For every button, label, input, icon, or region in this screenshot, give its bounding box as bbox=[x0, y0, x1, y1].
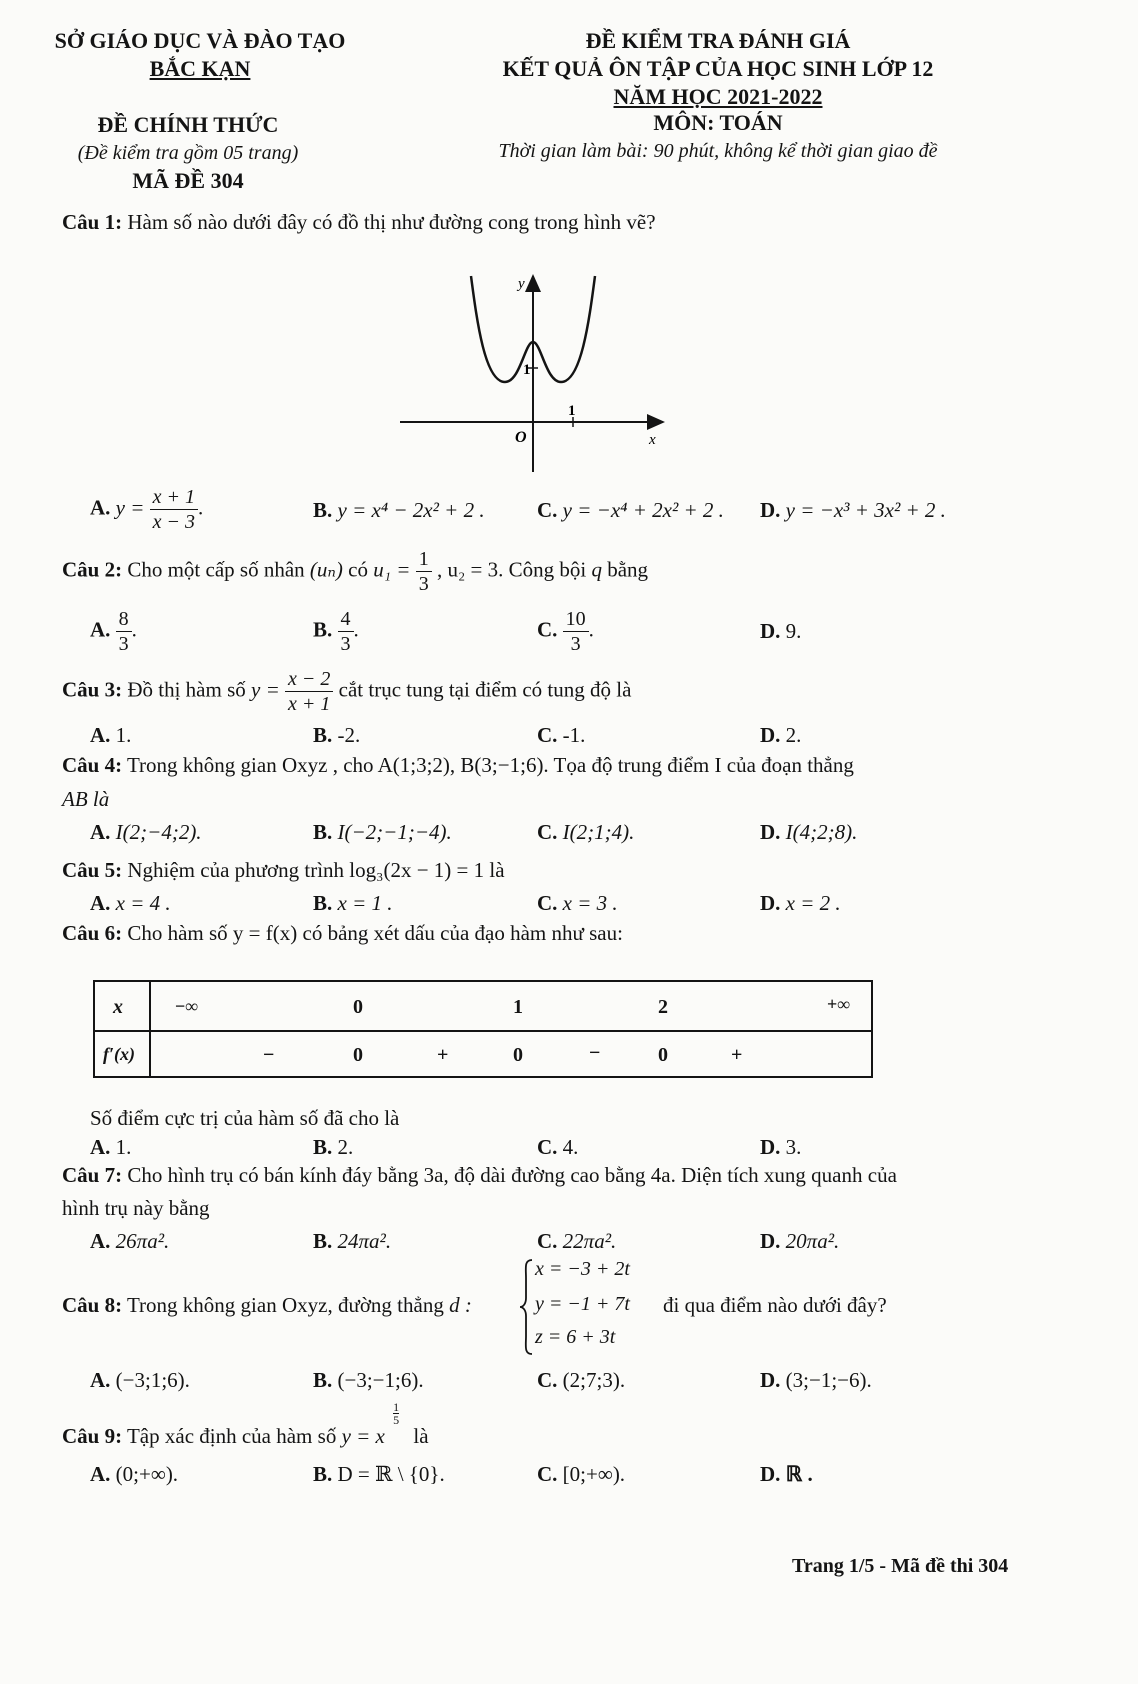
option-end: . bbox=[198, 495, 204, 520]
q3-option-b bbox=[313, 723, 360, 748]
q9-option-b bbox=[313, 1462, 445, 1487]
option-letter: D. bbox=[760, 820, 781, 844]
option-letter: D. bbox=[760, 619, 781, 643]
denominator: x − 3 bbox=[152, 511, 196, 533]
q6-option-d bbox=[760, 1135, 801, 1160]
option-letter: A. bbox=[90, 820, 111, 844]
option-letter: A. bbox=[90, 495, 111, 520]
line-name: d : bbox=[449, 1293, 472, 1317]
q4-option-d bbox=[760, 820, 857, 845]
x-axis-label: x bbox=[649, 432, 656, 448]
function: y = x bbox=[341, 1424, 385, 1448]
q9-option-a bbox=[90, 1462, 178, 1487]
q1-option-b bbox=[313, 498, 485, 523]
option-text: -2. bbox=[337, 723, 361, 747]
option-text: x = 2 . bbox=[785, 891, 841, 915]
x-pos-inf: +∞ bbox=[827, 994, 851, 1014]
option-letter: C. bbox=[537, 617, 558, 642]
page-footer: Trang 1/5 - Mã đề thi 304 bbox=[792, 1555, 1009, 1577]
q8-option-c bbox=[537, 1368, 625, 1393]
option-letter: A. bbox=[90, 1462, 111, 1486]
q6-option-b bbox=[313, 1135, 353, 1160]
numerator: x − 2 bbox=[285, 667, 333, 692]
q7-option-a bbox=[90, 1229, 169, 1254]
option-text: x = 4 . bbox=[115, 891, 171, 915]
sequence: (uₙ) bbox=[309, 557, 343, 582]
numerator: 8 bbox=[116, 607, 132, 632]
x-val-1: 1 bbox=[513, 996, 523, 1018]
option-letter: B. bbox=[313, 1229, 333, 1253]
question-text: Cho hàm số y = f(x) có bảng xét dấu của đạo hàm như sau: bbox=[127, 921, 623, 945]
question-label: Câu 5: bbox=[62, 858, 123, 882]
sign-2: + bbox=[437, 1044, 449, 1066]
denominator: 3 bbox=[118, 633, 129, 655]
q2-option-b: B. $\frac{4}{3}$ . bbox=[313, 608, 359, 655]
school-year: NĂM HỌC 2021-2022 bbox=[613, 84, 823, 109]
subject: MÔN: TOÁN bbox=[653, 110, 783, 135]
numerator: 4 bbox=[338, 607, 354, 632]
option-letter: C. bbox=[537, 723, 558, 747]
option-text: 1. bbox=[115, 1135, 132, 1159]
question-4 bbox=[62, 753, 854, 778]
option-letter: D. bbox=[760, 891, 781, 915]
zero-at-1: 0 bbox=[513, 1044, 523, 1066]
question-text: có bbox=[348, 557, 368, 582]
option-letter: A. bbox=[90, 891, 111, 915]
option-letter: D. bbox=[760, 723, 781, 747]
exam-title-2: KẾT QUẢ ÔN TẬP CỦA HỌC SINH LỚP 12 bbox=[502, 56, 934, 81]
option-letter: C. bbox=[537, 1368, 558, 1392]
option-text: 24πa². bbox=[337, 1229, 392, 1253]
denominator: 3 bbox=[418, 573, 429, 595]
question-label: Câu 6: bbox=[62, 921, 123, 945]
question-8-tail: đi qua điểm nào dưới đây? bbox=[663, 1293, 887, 1317]
option-text: (3;−1;−6). bbox=[785, 1368, 872, 1392]
option-letter: D. bbox=[760, 1135, 781, 1159]
q1-option-d bbox=[760, 498, 946, 523]
option-text: y = −x³ + 3x² + 2 . bbox=[785, 498, 946, 522]
fraction bbox=[563, 607, 589, 656]
y-tick-label: 1 bbox=[523, 362, 531, 378]
option-letter: C. bbox=[537, 498, 558, 522]
option-text: (2;7;3). bbox=[562, 1368, 626, 1392]
question-text: Trong không gian Oxyz, đường thẳng bbox=[126, 1293, 444, 1317]
option-text: (0;+∞). bbox=[115, 1462, 179, 1486]
y-axis-label: y bbox=[518, 276, 525, 292]
question-4-line-2: AB là bbox=[62, 787, 110, 811]
question-9 bbox=[62, 1400, 429, 1449]
question-text: cắt trục tung tại điểm có tung độ là bbox=[338, 677, 632, 702]
question-text: là bbox=[413, 1424, 429, 1448]
question-5 bbox=[62, 858, 505, 883]
q8-option-d bbox=[760, 1368, 872, 1393]
system-eq-z: z = 6 + 3t bbox=[535, 1326, 616, 1348]
option-letter: D. bbox=[760, 1368, 781, 1392]
option-letter: B. bbox=[313, 498, 333, 522]
question-label: Câu 7: bbox=[62, 1163, 123, 1187]
question-text: Tập xác định của hàm số bbox=[126, 1424, 337, 1448]
option-text: ℝ . bbox=[785, 1462, 813, 1486]
system-brace bbox=[518, 1258, 534, 1356]
fraction bbox=[116, 607, 132, 656]
option-text: I(4;2;8). bbox=[785, 820, 858, 844]
q8-option-b bbox=[313, 1368, 424, 1393]
row-fprime-head: f′(x) bbox=[103, 1044, 136, 1064]
q1-option-a bbox=[90, 485, 203, 534]
option-letter: D. bbox=[760, 1229, 781, 1253]
option-letter: D. bbox=[760, 1462, 781, 1486]
x-tick-label: 1 bbox=[568, 403, 576, 419]
q6-followup: Số điểm cực trị của hàm số đã cho là bbox=[90, 1106, 400, 1130]
option-text: I(2;−4;2). bbox=[115, 820, 202, 844]
zero-at-2: 0 bbox=[658, 1044, 668, 1066]
sign-table bbox=[93, 980, 873, 1078]
option-text: 9. bbox=[785, 619, 802, 643]
option-letter: A. bbox=[90, 723, 111, 747]
q9-option-c bbox=[537, 1462, 625, 1487]
question-text: Đồ thị hàm số bbox=[127, 677, 246, 702]
question-text: Cho hình trụ có bán kính đáy bằng 3a, độ dài đường cao bằng 4a. Diện tích xung quanh của bbox=[127, 1163, 897, 1187]
dept-name: SỞ GIÁO DỤC VÀ ĐÀO TẠO bbox=[54, 28, 346, 53]
q7-option-c bbox=[537, 1229, 616, 1254]
exponent-fraction bbox=[393, 1401, 399, 1426]
q3-option-a bbox=[90, 723, 131, 748]
numerator: 10 bbox=[563, 607, 589, 632]
option-text: (−3;1;6). bbox=[115, 1368, 190, 1392]
q2-option-c: C. $\frac{10}{3}$ . bbox=[537, 608, 594, 655]
u1-label: u₁ = bbox=[373, 557, 411, 582]
q7-option-d bbox=[760, 1229, 839, 1254]
option-text: 20πa². bbox=[785, 1229, 840, 1253]
quartic-graph bbox=[395, 262, 675, 477]
option-text: 2. bbox=[337, 1135, 354, 1159]
question-2 bbox=[62, 547, 648, 596]
province-name: BẮC KẠN bbox=[149, 56, 251, 81]
q1-option-c bbox=[537, 498, 724, 523]
fraction bbox=[416, 547, 432, 596]
option-letter: B. bbox=[313, 723, 333, 747]
u2-text: , u₂ = 3. Công bội bbox=[436, 557, 587, 582]
option-text: I(−2;−1;−4). bbox=[337, 820, 452, 844]
option-text: y = −x⁴ + 2x² + 2 . bbox=[562, 498, 724, 522]
question-text: bằng bbox=[607, 557, 649, 582]
option-text: y = x⁴ − 2x² + 2 . bbox=[337, 498, 485, 522]
question-6 bbox=[62, 921, 623, 946]
q-variable: q bbox=[591, 557, 602, 582]
denominator: 3 bbox=[570, 633, 581, 655]
option-letter: B. bbox=[313, 1368, 333, 1392]
question-label: Câu 4: bbox=[62, 753, 123, 777]
question-text: Hàm số nào dưới đây có đồ thị như đường cong trong hình vẽ? bbox=[127, 210, 656, 234]
option-letter: D. bbox=[760, 498, 781, 522]
exponent-denominator: 5 bbox=[393, 1413, 400, 1427]
option-text: I(2;1;4). bbox=[562, 820, 635, 844]
exponent bbox=[390, 1400, 408, 1443]
question-1 bbox=[62, 210, 656, 235]
option-text: 3. bbox=[785, 1135, 802, 1159]
question-label: Câu 9: bbox=[62, 1424, 123, 1448]
option-letter: C. bbox=[537, 891, 558, 915]
q9-option-d bbox=[760, 1462, 813, 1487]
option-letter: A. bbox=[90, 617, 111, 642]
q3-option-d bbox=[760, 723, 801, 748]
x-val-2: 2 bbox=[658, 996, 668, 1018]
q4-option-c bbox=[537, 820, 634, 845]
sign-4: + bbox=[731, 1044, 743, 1066]
numerator: 1 bbox=[416, 547, 432, 572]
question-label: Câu 3: bbox=[62, 677, 123, 702]
option-letter: B. bbox=[313, 1462, 333, 1486]
question-7-line-2: hình trụ này bằng bbox=[62, 1196, 210, 1220]
option-text: 4. bbox=[562, 1135, 579, 1159]
denominator: x + 1 bbox=[288, 693, 331, 715]
sign-1: − bbox=[263, 1044, 275, 1066]
question-7 bbox=[62, 1163, 897, 1188]
q6-option-a bbox=[90, 1135, 131, 1160]
function-lhs: y = bbox=[251, 677, 280, 702]
option-letter: B. bbox=[313, 617, 333, 642]
time-limit: Thời gian làm bài: 90 phút, không kể thời gian giao đề bbox=[498, 140, 938, 162]
option-lhs: y = bbox=[115, 495, 145, 520]
exam-title-1: ĐỀ KIỂM TRA ĐÁNH GIÁ bbox=[585, 28, 851, 53]
table-divider-v bbox=[149, 982, 151, 1076]
question-8 bbox=[62, 1293, 472, 1318]
question-label: Câu 2: bbox=[62, 557, 123, 582]
exponent-numerator: 1 bbox=[393, 1400, 400, 1414]
option-text: 26πa². bbox=[115, 1229, 170, 1253]
option-text: (−3;−1;6). bbox=[337, 1368, 424, 1392]
option-text: -1. bbox=[562, 723, 586, 747]
question-label: Câu 8: bbox=[62, 1293, 123, 1317]
table-divider-h bbox=[95, 1030, 871, 1032]
option-text: [0;+∞). bbox=[562, 1462, 626, 1486]
q8-option-a bbox=[90, 1368, 190, 1393]
q5-option-a bbox=[90, 891, 171, 916]
question-label: Câu 1: bbox=[62, 210, 123, 234]
option-letter: A. bbox=[90, 1135, 111, 1159]
q2-option-d bbox=[760, 619, 801, 644]
option-text: 1. bbox=[115, 723, 132, 747]
option-letter: C. bbox=[537, 820, 558, 844]
sign-3: − bbox=[589, 1042, 601, 1064]
option-text: 2. bbox=[785, 723, 802, 747]
q3-option-c bbox=[537, 723, 585, 748]
numerator: x + 1 bbox=[150, 485, 198, 510]
q2-option-a: A. $\frac{8}{3}$ . bbox=[90, 608, 137, 655]
zero-at-0: 0 bbox=[353, 1044, 363, 1066]
origin-label: O bbox=[515, 429, 527, 446]
page-count: (Đề kiểm tra gồm 05 trang) bbox=[77, 142, 299, 164]
system-eq-y: y = −1 + 7t bbox=[535, 1293, 630, 1315]
q7-option-b bbox=[313, 1229, 391, 1254]
q6-option-c bbox=[537, 1135, 578, 1160]
option-letter: B. bbox=[313, 820, 333, 844]
question-text: Trong không gian Oxyz , cho A(1;3;2), B(3;−1;6). Tọa độ trung điểm I của đoạn thẳng bbox=[126, 753, 854, 777]
q5-option-d bbox=[760, 891, 841, 916]
option-letter: C. bbox=[537, 1135, 558, 1159]
q4-option-a bbox=[90, 820, 202, 845]
exam-code: MÃ ĐỀ 304 bbox=[132, 168, 244, 193]
question-text: Cho một cấp số nhân bbox=[127, 557, 305, 582]
fraction bbox=[150, 485, 198, 534]
question-3 bbox=[62, 667, 631, 716]
question-text: Nghiệm của phương trình log₃(2x − 1) = 1 là bbox=[127, 858, 505, 882]
option-letter: B. bbox=[313, 1135, 333, 1159]
official-label: ĐỀ CHÍNH THỨC bbox=[97, 112, 279, 137]
x-val-0: 0 bbox=[353, 996, 363, 1018]
option-text: D = ℝ \ {0}. bbox=[337, 1462, 445, 1486]
option-text: 22πa². bbox=[562, 1229, 617, 1253]
option-letter: A. bbox=[90, 1368, 111, 1392]
option-letter: B. bbox=[313, 891, 333, 915]
q5-option-c bbox=[537, 891, 618, 916]
q4-option-b bbox=[313, 820, 452, 845]
denominator: 3 bbox=[340, 633, 351, 655]
option-text: x = 3 . bbox=[562, 891, 618, 915]
q5-option-b bbox=[313, 891, 393, 916]
row-x-head: x bbox=[113, 996, 123, 1018]
option-letter: C. bbox=[537, 1229, 558, 1253]
option-text: x = 1 . bbox=[337, 891, 393, 915]
option-letter: A. bbox=[90, 1229, 111, 1253]
fraction bbox=[338, 607, 354, 656]
option-letter: C. bbox=[537, 1462, 558, 1486]
fraction bbox=[285, 667, 333, 716]
system-eq-x: x = −3 + 2t bbox=[535, 1258, 630, 1280]
x-neg-inf: −∞ bbox=[175, 996, 199, 1016]
